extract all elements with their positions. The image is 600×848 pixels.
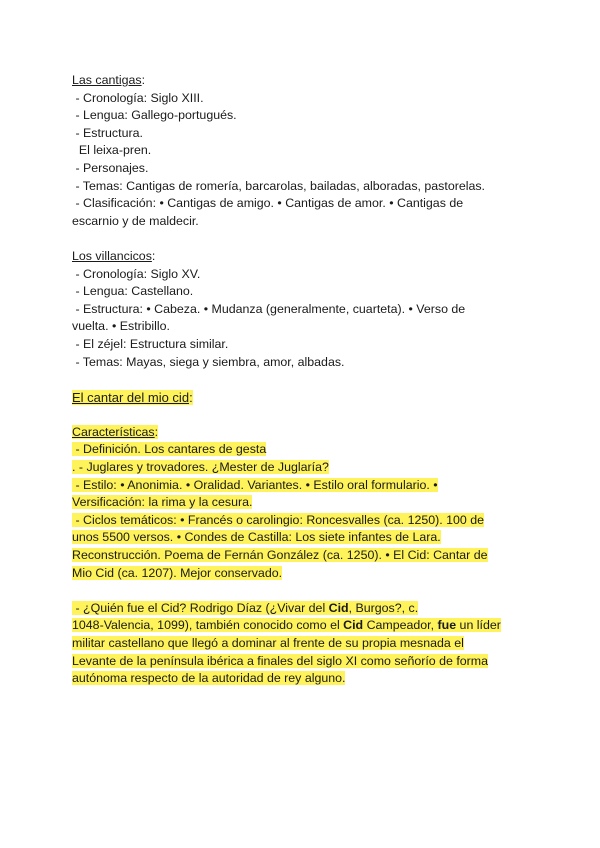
villancicos-line-5: - El zéjel: Estructura similar. (72, 336, 229, 351)
document-body (72, 72, 532, 688)
villancicos-line-4: vuelta. • Estribillo. (72, 319, 170, 334)
villancicos-line-3: - Estructura: • Cabeza. • Mudanza (generalmente, cuarteta). • Verso de (72, 301, 466, 316)
villancicos-line-6: - Temas: Mayas, siega y siembra, amor, albadas. (72, 354, 345, 369)
cantigas-line-6: - Temas: Cantigas de romería, barcarolas, bailadas, alboradas, pastorelas. (72, 178, 486, 193)
subheading-caracteristicas: Características: (72, 424, 159, 439)
cantigas-line-3: - Estructura. (72, 125, 143, 140)
cid-line-3: militar castellano que llegó a dominar al frente de su propia mesnada el (72, 636, 464, 650)
cantigas-line-4: El leixa-pren. (72, 143, 152, 158)
villancicos-line-2: - Lengua: Castellano. (72, 284, 194, 299)
cantar-line-2: . - Juglares y trovadores. ¿Mester de Juglaría? (72, 460, 329, 475)
cantar-line-4: Versificación: la rima y la cesura. (72, 495, 253, 510)
section-heading-cantigas: Las cantigas: (72, 73, 146, 87)
cantar-line-5: - Ciclos temáticos: • Francés o carolingio: Roncesvalles (ca. 1250). 100 de (72, 512, 485, 527)
cid-line-2: 1048-Valencia, 1099), también conocido como el Cid Campeador, fue un líder (72, 618, 501, 633)
cantar-line-1: - Definición. Los cantares de gesta (72, 442, 267, 457)
section-heading-villancicos: Los villancicos: (72, 248, 156, 263)
section-heading-cantar: El cantar del mio cid: (72, 389, 193, 405)
cantigas-line-2: - Lengua: Gallego-portugués. (72, 108, 237, 123)
cantigas-line-5: - Personajes. (72, 160, 149, 175)
cid-line-1: - ¿Quién fue el Cid? Rodrigo Díaz (¿Vivar del Cid, Burgos?, c. (72, 600, 419, 615)
cantigas-line-7: - Clasificación: • Cantigas de amigo. • Cantigas de amor. • Cantigas de (72, 196, 464, 211)
cantar-line-3: - Estilo: • Anonimia. • Oralidad. Variantes. • Estilo oral formulario. • (72, 477, 438, 492)
villancicos-line-1: - Cronología: Siglo XV. (72, 266, 201, 281)
cantar-line-7: Reconstrucción. Poema de Fernán González (ca. 1250). • El Cid: Cantar de (72, 548, 488, 563)
cantar-line-6: unos 5500 versos. • Condes de Castilla: Los siete infantes de Lara. (72, 530, 441, 545)
cantar-line-8: Mio Cid (ca. 1207). Mejor conservado. (72, 565, 283, 580)
cid-line-5: autónoma respecto de la autoridad de rey alguno. (72, 671, 346, 686)
cid-line-4: Levante de la península ibérica a finales del siglo XI como señorío de forma (72, 653, 489, 668)
cantigas-line-1: - Cronología: Siglo XIII. (72, 90, 204, 105)
cantigas-line-8: escarnio y de maldecir. (72, 213, 199, 228)
